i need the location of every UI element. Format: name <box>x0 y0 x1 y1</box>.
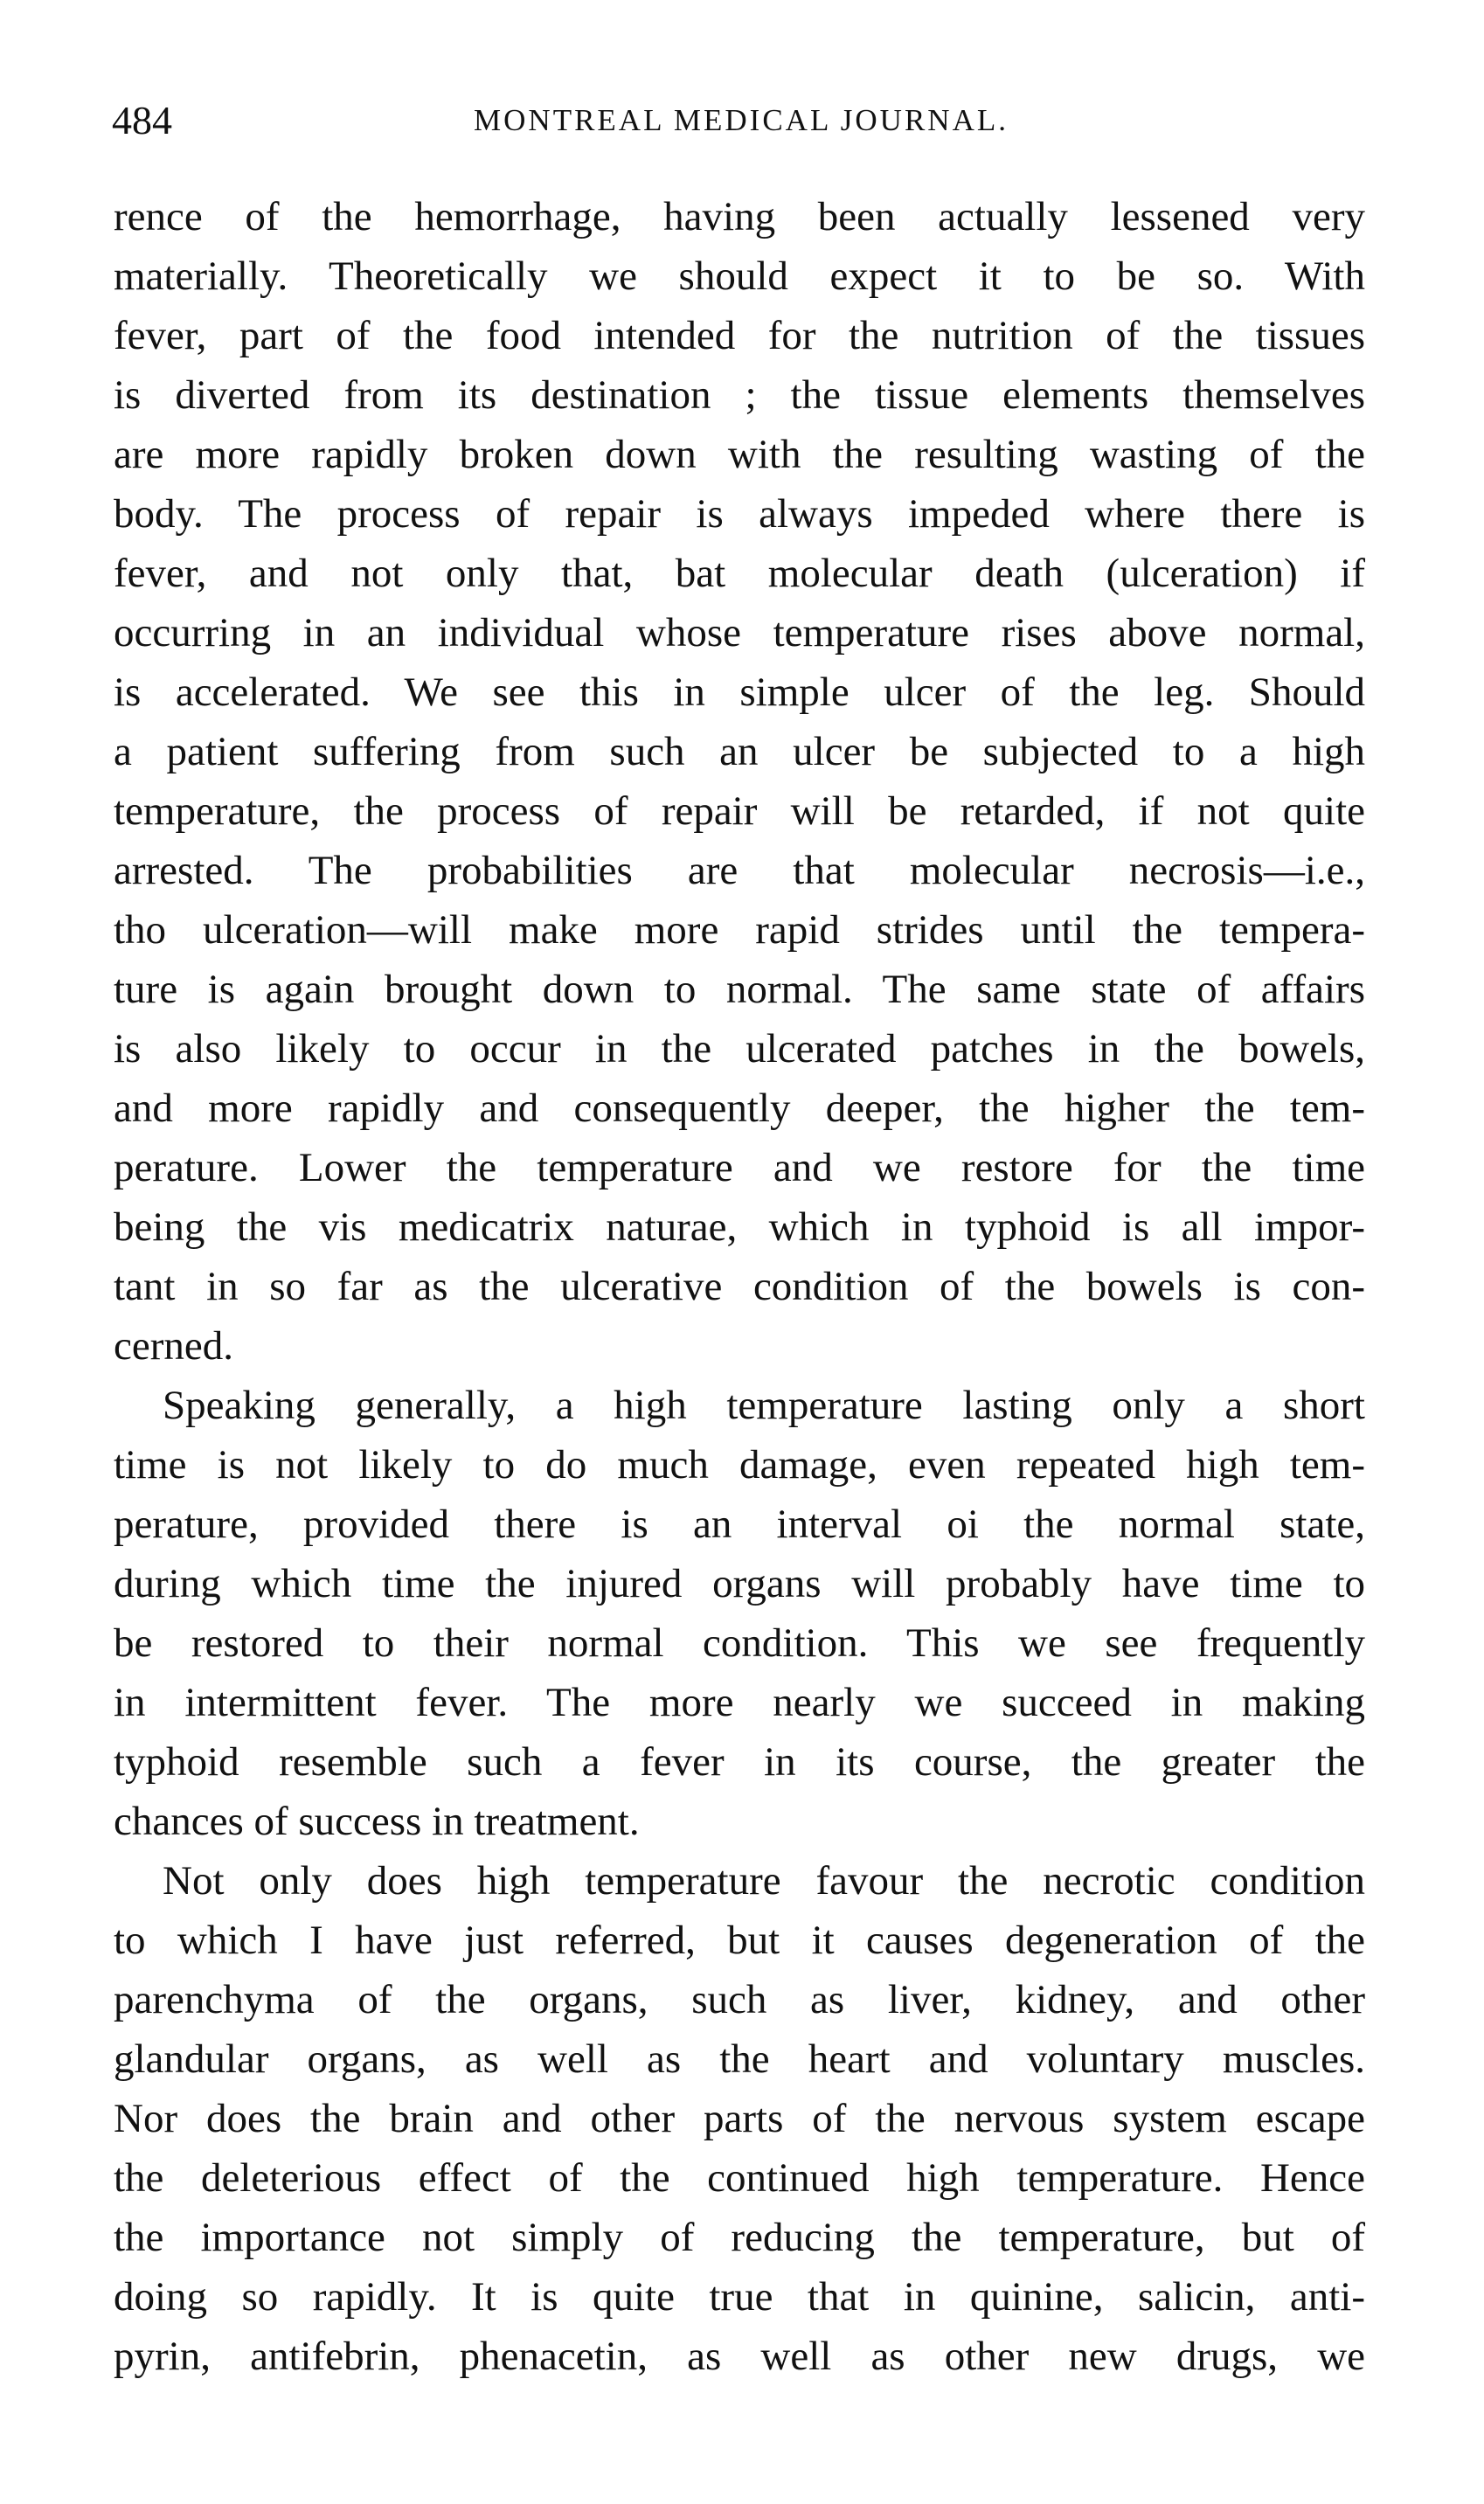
text-line: fever, part of the food intended for the nutrition of the tissues <box>114 313 1365 358</box>
text-line: is also likely to occur in the ulcerated patches in the bowels, <box>114 1026 1365 1072</box>
text-line: Speaking generally, a high temperature lasting only a short <box>163 1383 1365 1428</box>
text-line: the deleterious effect of the continued high temperature. Hence <box>114 2155 1365 2201</box>
text-line: arrested. The probabilities are that molecular necrosis—i.e., <box>114 848 1365 893</box>
text-line: time is not likely to do much damage, even repeated high tem- <box>114 1442 1365 1488</box>
text-line: tant in so far as the ulcerative condition of the bowels is con- <box>114 1264 1365 1309</box>
running-head <box>112 94 1370 147</box>
text-line: be restored to their normal condition. This we see frequently <box>114 1620 1365 1666</box>
text-line: perature. Lower the temperature and we restore for the time <box>114 1145 1365 1190</box>
text-line: occurring in an individual whose temperature rises above normal, <box>114 610 1365 655</box>
body-text <box>114 187 1365 2386</box>
text-line: the importance not simply of reducing the temperature, but of <box>114 2215 1365 2260</box>
text-line: Not only does high temperature favour the necrotic condition <box>163 1858 1365 1904</box>
text-line: cerned. <box>114 1323 233 1369</box>
text-line: glandular organs, as well as the heart and voluntary muscles. <box>114 2036 1365 2082</box>
text-line: in intermittent fever. The more nearly we succeed in making <box>114 1680 1365 1725</box>
paragraph-2 <box>114 1376 1365 1851</box>
text-line: is accelerated. We see this in simple ulcer of the leg. Should <box>114 669 1365 715</box>
text-line: doing so rapidly. It is quite true that in quinine, salicin, anti- <box>114 2274 1365 2320</box>
text-line: perature, provided there is an interval oi the normal state, <box>114 1502 1365 1547</box>
text-line: pyrin, antifebrin, phenacetin, as well as other new drugs, we <box>114 2334 1365 2379</box>
text-line: temperature, the process of repair will be retarded, if not quite <box>114 788 1365 834</box>
text-line: parenchyma of the organs, such as liver, kidney, and other <box>114 1977 1365 2022</box>
text-line: during which time the injured organs will probably have time to <box>114 1561 1365 1606</box>
text-line: and more rapidly and consequently deeper, the higher the tem- <box>114 1086 1365 1131</box>
text-line: being the vis medicatrix naturae, which in typhoid is all impor- <box>114 1204 1365 1250</box>
text-line: chances of success in treatment. <box>114 1799 640 1844</box>
text-line: to which I have just referred, but it causes degeneration of the <box>114 1918 1365 1963</box>
text-line: fever, and not only that, bat molecular death (ulceration) if <box>114 551 1365 596</box>
page-number: 484 <box>112 98 172 142</box>
text-line: ture is again brought down to normal. The same state of affairs <box>114 967 1365 1012</box>
text-line: is diverted from its destination ; the tissue elements themselves <box>114 372 1365 418</box>
paragraph-3 <box>114 1851 1365 2386</box>
text-line: body. The process of repair is always impeded where there is <box>114 491 1365 537</box>
text-line: are more rapidly broken down with the resulting wasting of the <box>114 432 1365 477</box>
text-line: materially. Theoretically we should expect it to be so. With <box>114 253 1365 299</box>
journal-title: MONTREAL MEDICAL JOURNAL. <box>474 103 1009 137</box>
text-line: typhoid resemble such a fever in its course, the greater the <box>114 1739 1365 1785</box>
text-line: tho ulceration—will make more rapid strides until the tempera- <box>114 907 1365 953</box>
text-line: rence of the hemorrhage, having been actually lessened very <box>114 194 1365 239</box>
paragraph-1 <box>114 187 1365 1376</box>
text-line: a patient suffering from such an ulcer be subjected to a high <box>114 729 1365 774</box>
text-line: Nor does the brain and other parts of the nervous system escape <box>114 2096 1365 2141</box>
